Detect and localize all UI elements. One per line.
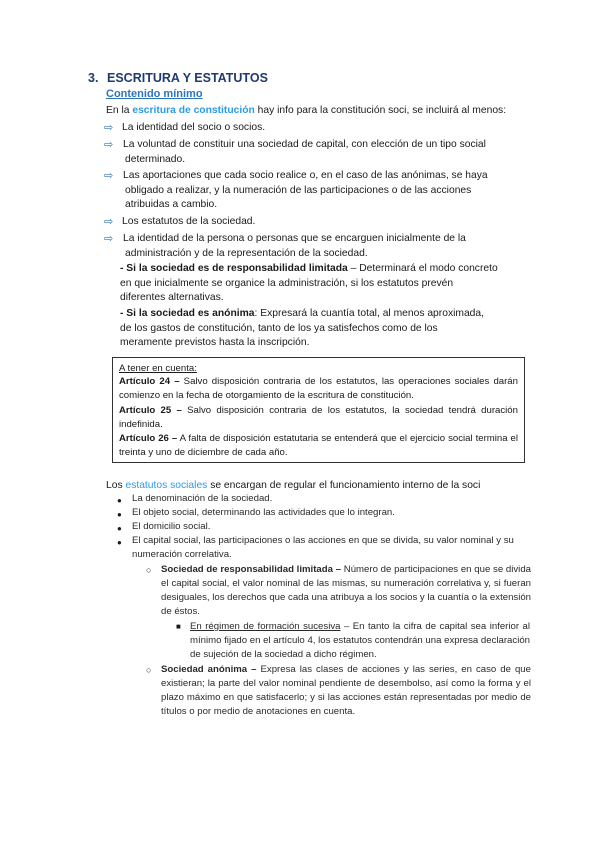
estatutos-after: se encargan de regular el funcionamiento interno de la soci [207,480,481,491]
list-item-line: La voluntad de constituir una sociedad de capital, con elección de un tipo social [123,139,486,150]
srl-item [161,563,531,619]
estatutos-link: estatutos sociales [125,480,208,491]
arrow-icon: ⇨ [104,122,114,134]
bullet-icon: ● [117,538,122,547]
section-heading [88,71,268,85]
sucesiva-text: – En tanto la cifra de capital sea inferior al mínimo fijado en el artículo 4, los estatutos contendrán una expresa declaración de sujeción de la sociedad a dicho régimen. [190,621,530,660]
article-24 [119,375,518,404]
article-label: Artículo 26 – [119,433,178,445]
article-label: Artículo 25 – [119,404,182,416]
intro-paragraph [106,104,506,118]
estatutos-paragraph [106,479,480,493]
article-text: Salvo disposición contraria de los estatutos, la sociedad tendrá duración indefinida. [119,404,518,430]
square-bullet-icon: ■ [176,622,181,631]
sa-text: Expresa las clases de acciones y las series, en caso de que existieran; la parte del valor nominal pendiente de desembolso, así como la forma y el plazo máximo en que satisfacerlo; y si las acciones están representadas por medio de títulos o por medio de anotaciones en cuenta. [161,664,531,717]
list-item [123,138,523,167]
intro-link: escritura de constitución [132,105,255,116]
srl-text: Número de participaciones en que se divida el capital social, el valor nominal de las mismas, su numeración correlativa y, si fueran desiguales, los derechos que cada una atribuya a los socios y la cuantía o la extensión de éstos. [161,564,531,617]
list-item-line: administración y de la representación de la sociedad. [125,247,368,259]
sub-item-text: en que inicialmente se organice la administración, si los estatutos prevén [120,277,454,289]
list-item: La denominación de la sociedad. [132,493,273,504]
bullet-icon: ● [117,510,122,519]
sub-item-text: : Expresará la cuantía total, al menos aproximada, [254,308,484,319]
article-text: A falta de disposición estatutaria se entenderá que el ejercicio social termina el treinta y uno de diciembre de cada año. [119,433,518,459]
article-label: Artículo 24 – [119,376,180,387]
arrow-icon: ⇨ [104,216,114,228]
sub-item-label: - Si la sociedad es anónima [120,308,255,319]
note-box [112,357,525,463]
list-item: El domicilio social. [132,521,211,532]
list-item: La identidad del socio o socios. [122,122,266,133]
srl-label: Sociedad de responsabilidad limitada – [161,564,342,575]
sub-item-anonima [120,307,520,351]
list-item-line: obligado a realizar, y la numeración de las participaciones o de las acciones [125,184,472,196]
circle-bullet-icon: ○ [146,565,152,575]
estatutos-before: Los [106,480,126,491]
sub-item-text: – Determinará el modo concreto [347,263,498,274]
list-item [123,232,523,261]
sub-item-label: - Si la sociedad es de responsabilidad limitada [120,263,348,274]
article-25 [119,404,518,433]
list-item-line: atribuidas a cambio. [125,199,218,210]
intro-after: hay info para la constitución soci, se incluirá al menos: [254,105,507,116]
article-text: Salvo disposición contraria de los estatutos, las operaciones sociales darán comienzo en la fecha de otorgamiento de la escritura de constitución. [119,376,518,402]
list-item-line: determinado. [125,153,186,165]
sucesiva-item [190,620,530,662]
note-box-heading: A tener en cuenta: [119,363,197,374]
article-26 [119,432,518,461]
sa-label: Sociedad anónima – [161,664,257,675]
sub-item-text: meramente previstos hasta la inscripción. [120,337,310,348]
sa-item [161,663,531,719]
list-item: El capital social, las participaciones o las acciones en que se divida, su valor nominal y su numeración correlativa. [132,535,514,560]
list-item: El objeto social, determinando las actividades que lo integran. [132,507,395,518]
intro-before: En la [106,105,133,116]
sucesiva-label: En régimen de formación sucesiva [190,621,341,632]
arrow-icon: ⇨ [104,233,114,245]
arrow-icon: ⇨ [104,170,114,182]
bullet-icon: ● [117,524,122,533]
list-item: Los estatutos de la sociedad. [122,216,256,227]
list-item-line: La identidad de la persona o personas que se encarguen inicialmente de la [123,233,466,244]
arrow-icon: ⇨ [104,139,114,151]
list-item-line: Las aportaciones que cada socio realice o, en el caso de las anónimas, se haya [123,170,488,181]
list-item [123,169,523,213]
bullet-icon: ● [117,496,122,505]
section-number: 3. [88,71,99,85]
section-title: ESCRITURA Y ESTATUTOS [107,71,268,85]
circle-bullet-icon: ○ [146,665,152,675]
subtitle-contenido-minimo: Contenido mínimo [106,88,203,100]
sub-item-text: diferentes alternativas. [120,292,224,303]
sub-item-text: de los gastos de constitución, tanto de los ya satisfechos como de los [120,322,438,334]
sub-item-limitada [120,262,520,306]
